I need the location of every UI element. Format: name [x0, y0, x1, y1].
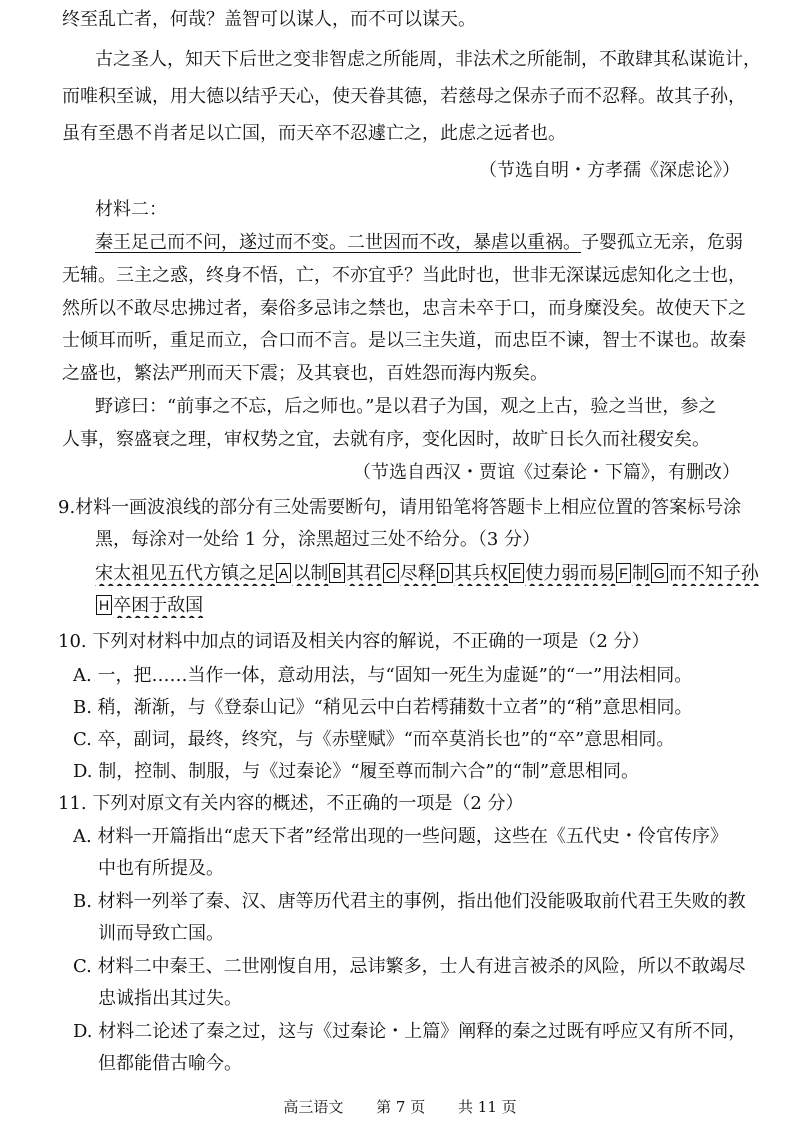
q9-stem-1: 9.材料一画波浪线的部分有三处需要断句，请用铅笔将答题卡上相应位置的答案标号涂	[58, 497, 742, 518]
passage2-line-1	[95, 231, 762, 255]
passage2-line-7: 人事，察盛衰之理，审权势之宜，去就有序，变化因时，故旷日长久而社稷安矣。	[62, 429, 710, 450]
q9-segment: 以制	[292, 563, 329, 584]
answer-box-c[interactable]: C	[383, 563, 399, 583]
underlined-sentence: 秦王足己而不问，遂过而不变。二世因而不改，暴虐以重祸。	[95, 232, 581, 253]
footer-subject: 高三语文	[283, 1098, 344, 1116]
q11-stem: 11. 下列对原文有关内容的概述，不正确的一项是（2 分）	[58, 793, 524, 814]
passage2-line-6: 野谚曰：“前事之不忘，后之师也。”是以君子为国，观之上古，验之当世，参之	[95, 396, 717, 417]
q9-passage	[95, 562, 762, 586]
q11-option-c-cont: 忠诚指出其过失。	[98, 988, 242, 1009]
answer-box-b[interactable]: B	[329, 563, 344, 583]
page-footer	[0, 1097, 800, 1117]
passage1-line-4: 虽有至愚不肖者足以亡国，而天卒不忍遽亡之，此虑之远者也。	[62, 123, 566, 144]
q9-segment: 尽释	[399, 563, 436, 584]
passage2-line-4: 士倾耳而听，重足而立，合口而不言。是以三主失道，而忠臣不谏，智士不谋也。故秦	[62, 330, 746, 351]
answer-box-a[interactable]: A	[276, 563, 291, 583]
q9-segment: 使力弱而易	[525, 563, 616, 584]
answer-box-h[interactable]: H	[96, 595, 112, 615]
q9-segment: 其兵权	[453, 563, 508, 584]
answer-box-f[interactable]: F	[616, 563, 631, 583]
q9-stem-2: 黑，每涂对一处给 1 分，涂黑超过三处不给分。（3 分）	[95, 529, 541, 550]
q11-option-d: D. 材料二论述了秦之过，这与《过秦论・上篇》阐释的秦之过既有呼应又有所不同，	[73, 1021, 747, 1042]
q9-segment: 其君	[345, 563, 382, 584]
q11-option-a-cont: 中也有所提及。	[98, 858, 224, 879]
q10-option-b: B. 稍，渐渐，与《登泰山记》“稍见云中白若樗蒱数十立者”的“稍”意思相同。	[73, 697, 693, 718]
q9-segment: 制	[631, 563, 650, 584]
q9-segment: 卒困于敌国	[113, 595, 204, 616]
passage1-line-3: 而唯积至诚，用大德以结乎天心，使天眷其德，若慈母之保赤子而不忍释。故其子孙，	[62, 86, 746, 107]
q10-option-a: A. 一，把……当作一体，意动用法，与“固知一死生为虚诞”的“一”用法相同。	[73, 665, 693, 686]
q9-segment: 而不知子孙	[668, 563, 759, 584]
q9-segment: 宋太祖见五代方镇之足	[95, 563, 275, 584]
q11-option-c: C. 材料二中秦王、二世刚愎自用，忌讳繁多，士人有进言被杀的风险，所以不敢竭尽	[73, 956, 746, 977]
q11-option-b: B. 材料一列举了秦、汉、唐等历代君主的事例，指出他们没能吸取前代君王失败的教	[73, 891, 746, 912]
passage2-line-1-rest: 子婴孤立无亲，危弱	[581, 232, 743, 253]
answer-box-g[interactable]: G	[651, 563, 668, 583]
q10-option-c: C. 卒，副词，最终，终究，与《赤壁赋》“而卒莫消长也”的“卒”意思相同。	[73, 729, 675, 750]
answer-box-e[interactable]: E	[509, 563, 524, 583]
q10-option-d: D. 制，控制、制服，与《过秦论》“履至尊而制六合”的“制”意思相同。	[73, 761, 640, 782]
q10-stem: 10. 下列对材料中加点的词语及相关内容的解说，不正确的一项是（2 分）	[58, 631, 650, 652]
footer-page-number: 第 7 页	[376, 1098, 426, 1116]
q11-option-d-cont: 但都能借古喻今。	[98, 1053, 242, 1074]
passage1-source: （节选自明・方孝孺《深虑论》）	[479, 160, 740, 181]
footer-total-pages: 共 11 页	[458, 1098, 517, 1116]
passage2-line-2: 无辅。三主之惑，终身不悟，亡，不亦宜乎？当此时也，世非无深谋远虑知化之士也，	[62, 265, 746, 286]
passage2-source: （节选自西汉・贾谊《过秦论・下篇》，有删改）	[353, 462, 740, 483]
q9-passage-cont	[95, 594, 762, 618]
passage2-line-3: 然所以不敢尽忠拂过者，秦俗多忌讳之禁也，忠言未卒于口，而身糜没矣。故使天下之	[62, 298, 746, 319]
passage2-line-5: 之盛也，繁法严刑而天下震；及其衰也，百姓怨而海内叛矣。	[62, 363, 548, 384]
passage1-line-1: 终至乱亡者，何哉？盖智可以谋人，而不可以谋天。	[62, 9, 476, 30]
answer-box-d[interactable]: D	[437, 563, 453, 583]
q11-option-b-cont: 训而导致亡国。	[98, 923, 224, 944]
q11-option-a: A. 材料一开篇指出“虑天下者”经常出现的一些问题，这些在《五代史・伶官传序》	[73, 826, 728, 847]
passage2-heading: 材料二：	[95, 199, 167, 220]
passage1-line-2: 古之圣人，知天下后世之变非智虑之所能周，非法术之所能制，不敢肆其私谋诡计，	[95, 49, 761, 70]
